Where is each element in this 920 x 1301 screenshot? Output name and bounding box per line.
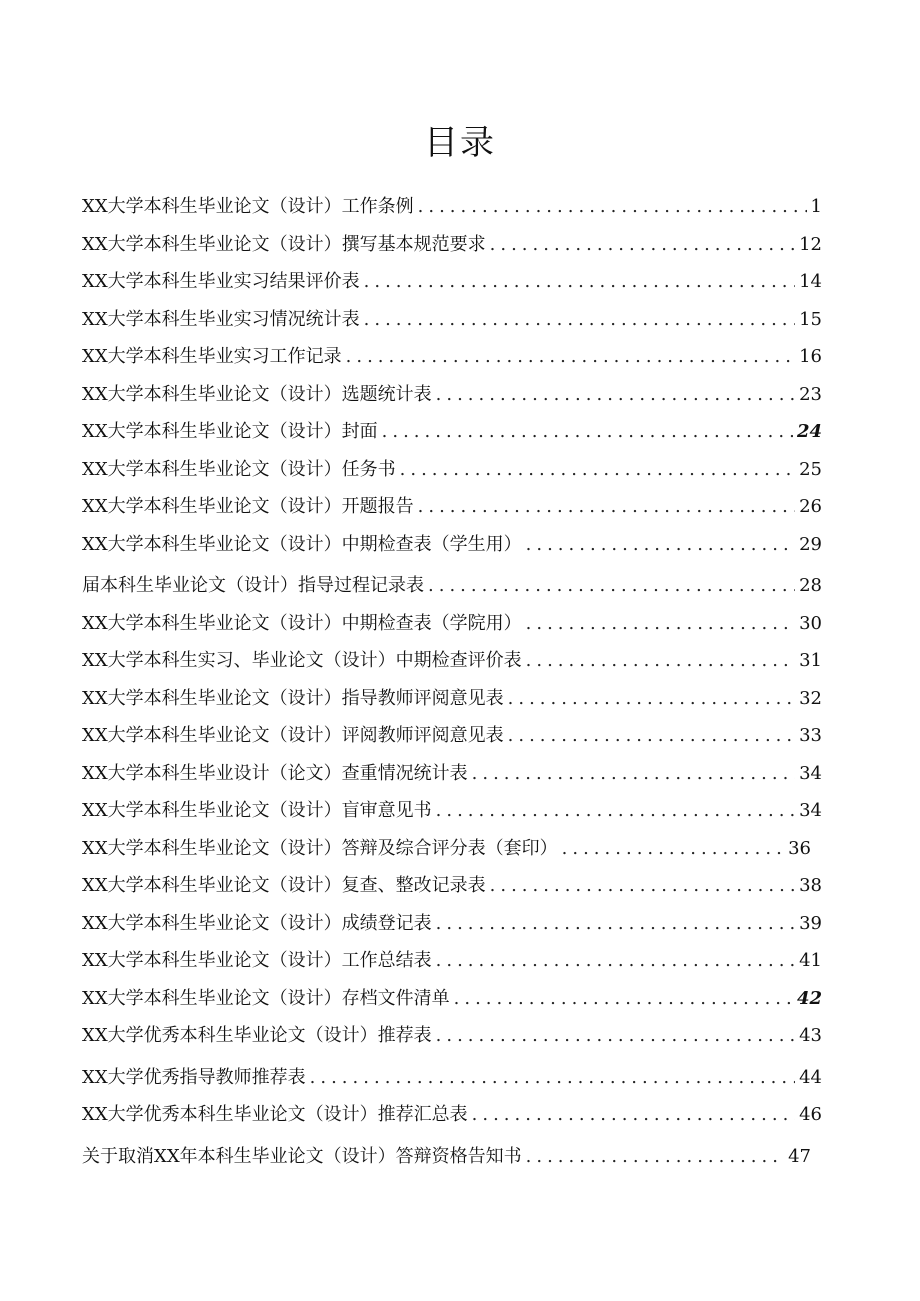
toc-entry-title: XX大学优秀指导教师推荐表	[82, 1066, 306, 1088]
toc-entry-page: 39	[799, 912, 822, 934]
toc-entry-title: XX大学本科生毕业论文（设计）任务书	[82, 458, 396, 480]
table-of-contents	[82, 188, 822, 1175]
page-title: 目录	[424, 122, 496, 163]
toc-entry-title: XX大学本科生毕业论文（设计）盲审意见书	[82, 800, 432, 821]
toc-entry-title: XX大学本科生毕业论文（设计）评阅教师评阅意见表	[82, 725, 504, 746]
toc-entry[interactable]	[82, 488, 822, 526]
toc-entry[interactable]	[82, 605, 822, 643]
toc-entry-page: 12	[799, 233, 822, 255]
toc-entry-page: 42	[796, 987, 822, 1009]
toc-entry[interactable]	[82, 1059, 822, 1097]
dot-leader	[310, 1059, 795, 1097]
toc-entry[interactable]	[82, 830, 811, 868]
toc-entry[interactable]	[82, 338, 822, 376]
dot-leader	[472, 1096, 795, 1134]
toc-entry-title: XX大学本科生毕业实习工作记录	[82, 346, 342, 367]
toc-entry-page: 29	[799, 533, 822, 555]
toc-entry[interactable]	[82, 1138, 811, 1176]
dot-leader	[526, 526, 795, 564]
toc-entry-title: XX大学本科生毕业实习结果评价表	[82, 271, 360, 292]
toc-entry-title: XX大学本科生毕业论文（设计）撰写基本规范要求	[82, 233, 486, 255]
toc-entry-title: XX大学本科生毕业论文（设计）成绩登记表	[82, 912, 432, 934]
toc-entry-title: 关于取消XX年本科生毕业论文（设计）答辩资格告知书	[82, 1145, 522, 1167]
toc-entry[interactable]	[82, 942, 822, 980]
dot-leader	[346, 338, 795, 376]
toc-entry-page: 43	[799, 1025, 822, 1046]
toc-entry[interactable]	[82, 451, 822, 489]
dot-leader	[526, 642, 795, 680]
toc-entry[interactable]	[82, 642, 822, 680]
toc-entry[interactable]	[82, 226, 822, 264]
toc-entry[interactable]	[82, 376, 822, 414]
toc-entry[interactable]	[82, 263, 822, 301]
toc-entry-page: 36	[788, 837, 811, 859]
toc-entry-title: XX大学本科生毕业实习情况统计表	[82, 308, 360, 330]
dot-leader	[364, 263, 795, 301]
dot-leader	[428, 567, 795, 605]
toc-entry-title: XX大学本科生毕业论文（设计）封面	[82, 421, 378, 442]
toc-entry[interactable]	[82, 1096, 822, 1134]
dot-leader	[418, 188, 807, 226]
toc-entry-page: 44	[799, 1066, 822, 1088]
toc-entry-title: XX大学本科生毕业论文（设计）复查、整改记录表	[82, 875, 486, 896]
toc-entry-title: XX大学本科生毕业论文（设计）开题报告	[82, 496, 414, 517]
dot-leader	[436, 792, 795, 830]
dot-leader	[436, 942, 795, 980]
toc-entry[interactable]	[82, 867, 822, 905]
toc-entry-page: 33	[799, 725, 822, 746]
toc-entry[interactable]	[82, 980, 822, 1018]
toc-entry-title: XX大学本科生毕业论文（设计）存档文件清单	[82, 987, 450, 1009]
toc-entry-page: 26	[799, 496, 822, 517]
toc-entry[interactable]	[82, 717, 822, 755]
toc-entry-title: XX大学优秀本科生毕业论文（设计）推荐表	[82, 1025, 432, 1046]
dot-leader	[508, 717, 795, 755]
toc-entry-page: 30	[799, 612, 822, 634]
toc-entry[interactable]	[82, 1017, 822, 1055]
dot-leader	[562, 830, 784, 868]
toc-entry-page: 34	[799, 800, 822, 821]
dot-leader	[400, 451, 795, 489]
toc-entry-page: 23	[799, 383, 822, 405]
toc-entry-page: 41	[799, 950, 822, 971]
toc-entry-page: 31	[799, 650, 822, 671]
toc-entry-page: 25	[799, 458, 822, 480]
toc-entry-title: XX大学本科生毕业论文（设计）答辩及综合评分表（套印）	[82, 837, 558, 859]
dot-leader	[436, 376, 795, 414]
dot-leader	[508, 680, 795, 718]
toc-entry-title: XX大学本科生毕业论文（设计）中期检查表（学院用）	[82, 612, 522, 634]
toc-entry[interactable]	[82, 188, 822, 226]
toc-entry-page: 28	[799, 575, 822, 596]
toc-entry[interactable]	[82, 755, 822, 793]
dot-leader	[418, 488, 795, 526]
toc-entry[interactable]	[82, 792, 822, 830]
toc-entry-page: 15	[799, 308, 822, 330]
toc-entry[interactable]	[82, 526, 822, 564]
toc-entry-page: 47	[788, 1145, 811, 1167]
dot-leader	[454, 980, 793, 1018]
dot-leader	[364, 301, 795, 339]
toc-entry-title: XX大学本科生实习、毕业论文（设计）中期检查评价表	[82, 650, 522, 671]
toc-entry-page: 14	[799, 271, 822, 292]
toc-entry-page: 16	[799, 346, 822, 367]
toc-entry-page: 24	[796, 421, 822, 442]
toc-entry-page: 46	[799, 1104, 822, 1125]
toc-entry[interactable]	[82, 680, 822, 718]
toc-entry-title: 届本科生毕业论文（设计）指导过程记录表	[82, 575, 424, 596]
toc-entry-title: XX大学本科生毕业论文（设计）指导教师评阅意见表	[82, 687, 504, 709]
toc-entry[interactable]	[82, 301, 822, 339]
dot-leader	[436, 905, 795, 943]
toc-entry[interactable]	[82, 905, 822, 943]
dot-leader	[490, 226, 795, 264]
toc-entry[interactable]	[82, 413, 822, 451]
toc-entry-page: 34	[799, 762, 822, 784]
toc-entry-title: XX大学本科生毕业论文（设计）工作条例	[82, 196, 414, 217]
dot-leader	[526, 1138, 784, 1176]
toc-entry-title: XX大学本科生毕业论文（设计）中期检查表（学生用）	[82, 533, 522, 555]
toc-entry[interactable]	[82, 567, 822, 605]
toc-entry-title: XX大学优秀本科生毕业论文（设计）推荐汇总表	[82, 1104, 468, 1125]
toc-entry-title: XX大学本科生毕业论文（设计）工作总结表	[82, 950, 432, 971]
toc-entry-title: XX大学本科生毕业论文（设计）选题统计表	[82, 383, 432, 405]
dot-leader	[382, 413, 793, 451]
dot-leader	[472, 755, 795, 793]
dot-leader	[526, 605, 795, 643]
dot-leader	[436, 1017, 795, 1055]
toc-entry-page: 38	[799, 875, 822, 896]
toc-entry-page: 1	[810, 196, 822, 217]
toc-entry-title: XX大学本科生毕业设计（论文）查重情况统计表	[82, 762, 468, 784]
dot-leader	[490, 867, 795, 905]
toc-entry-page: 32	[799, 687, 822, 709]
